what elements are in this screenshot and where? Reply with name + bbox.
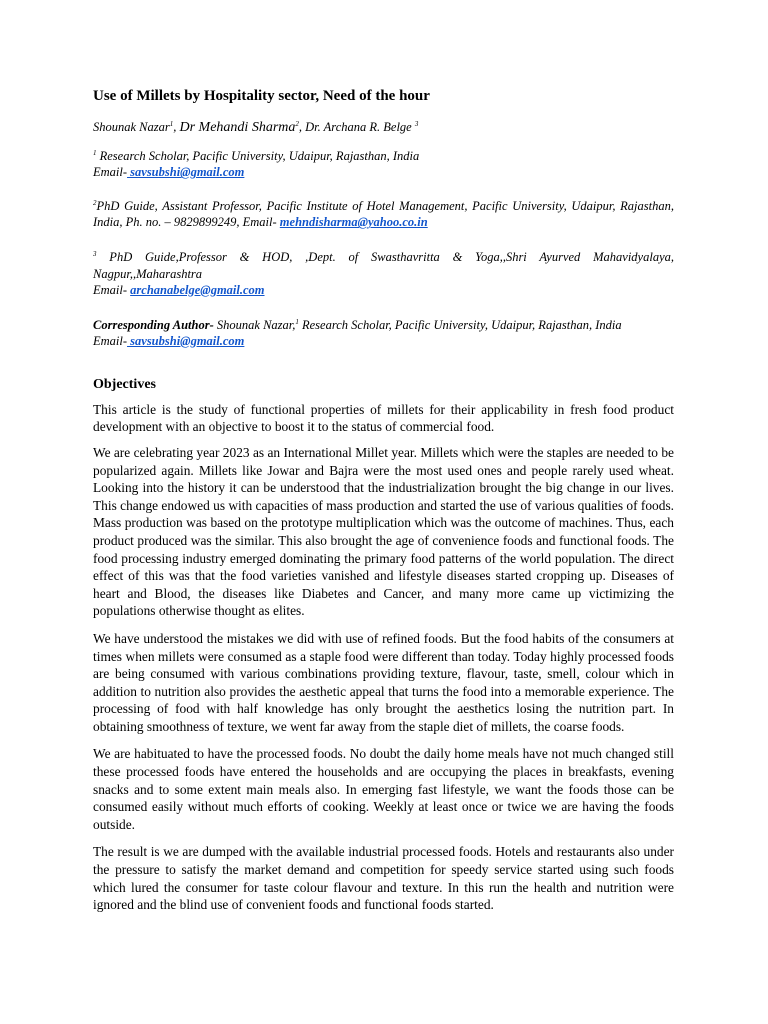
corresponding-label: Corresponding Author-	[93, 317, 214, 332]
email-link-2[interactable]: mehndisharma@yahoo.co.in	[279, 215, 428, 230]
body-paragraph-1: This article is the study of functional properties of millets for their applicability in fresh food product development with an objective to boost it to the status of commercial food.	[93, 401, 674, 435]
email-link-3[interactable]: archanabelge@gmail.com	[130, 282, 265, 297]
email-label: Email-	[93, 333, 128, 348]
affiliation-1-text: Research Scholar, Pacific University, Udaipur, Rajasthan, India	[96, 149, 420, 164]
affiliation-2	[93, 195, 674, 230]
email-label: Email-	[93, 282, 131, 297]
author-sep: ,	[173, 120, 180, 135]
author-3-sup: 3	[414, 120, 419, 128]
body-paragraph-3: We have understood the mistakes we did with use of refined foods. But the food habits of the consumers at times when millets were consumed as a staple food were different than today. Today highly processed foods are being consumed with various combinations providing texture, flavour, taste, smell, colour which in addition to nutrition also provides the aesthetic appeal that turns the food into a memorable experience. The processing of food with half knowledge has only brought the aesthetics losing the nutrition part. In obtaining smoothness of texture, we went far away from the staple diet of millets, the coarse foods.	[93, 630, 674, 734]
email-link-corresponding[interactable]: savsubshi@gmail.com	[127, 333, 245, 348]
affiliation-3-sup: 3	[93, 250, 97, 259]
author-3: Dr. Archana R. Belge	[305, 120, 415, 135]
author-2: Dr Mehandi Sharma	[179, 120, 296, 136]
paper-title: Use of Millets by Hospitality sector, Need of the hour	[93, 88, 430, 104]
email-label: Email-	[93, 165, 128, 180]
corresponding-name: Shounak Nazar,	[213, 317, 296, 332]
affiliation-2-text: PhD Guide, Assistant Professor, Pacific Institute of Hotel Management, Pacific University, Udaipur, Rajasthan, India, Ph. no. – 9829899249, Email-	[93, 199, 674, 230]
author-sep: ,	[298, 120, 306, 135]
author-1-sup: 1	[169, 120, 174, 128]
email-link-1[interactable]: savsubshi@gmail.com	[127, 165, 245, 180]
affiliation-1	[93, 145, 674, 180]
body-paragraph-5: The result is we are dumped with the available industrial processed foods. Hotels and restaurants also under the pressure to satisfy the market demand and competition for speedy service started using such foods which lured the consumer for taste colour flavour and texture. In this run the health and nutrition were ignored and the blind use of convenient foods and functional foods started.	[93, 844, 674, 913]
affiliation-3-text: PhD Guide,Professor & HOD, ,Dept. of Swasthavritta & Yoga,,Shri Ayurved Mahavidyalaya, Nagpur,,Maharashtra	[93, 250, 674, 281]
author-1: Shounak Nazar	[93, 120, 170, 135]
author-2-sup: 2	[295, 120, 299, 128]
author-line	[93, 115, 674, 137]
corresponding-text: Research Scholar, Pacific University, Udaipur, Rajasthan, India	[298, 317, 622, 332]
affiliation-2-sup: 2	[93, 199, 97, 208]
corresponding-author	[93, 314, 674, 349]
corresponding-sup: 1	[295, 317, 299, 326]
affiliation-1-sup: 1	[93, 149, 97, 158]
body-paragraph-4: We are habituated to have the processed foods. No doubt the daily home meals have not much changed still these processed foods have entered the households and are occupying the places in breakfasts, evening snacks and to some extent main meals also. In emerging fast lifestyle, we want the foods those can be consumed easily without much efforts of cooking. Weekly at least once or twice we are having the foods outside.	[93, 746, 674, 832]
section-heading-objectives: Objectives	[93, 376, 156, 392]
body-paragraph-2: We are celebrating year 2023 as an International Millet year. Millets which were the staples are needed to be popularized again. Millets like Jowar and Bajra were the most used ones and people rarely used wheat. Looking into the history it can be understood that the industrialization brought the big change in our lives. This change endowed us with capacities of mass production and started the use of various qualities of foods. Mass production was based on the prototype multiplication which was the outcome of machines. Thus, each product produced was the similar. This also brought the age of convenience foods and functional foods. The food processing industry emerged dominating the primary food patterns of the world population. The direct effect of this was that the food varieties vanished and lifestyle diseases started cropping up. Diseases of heart and Blood, the diseases like Diabetes and Cancer, and many more came up victimizing the populations otherwise thought as elites.	[93, 444, 674, 619]
affiliation-3	[93, 246, 674, 297]
paper-content	[93, 86, 674, 914]
